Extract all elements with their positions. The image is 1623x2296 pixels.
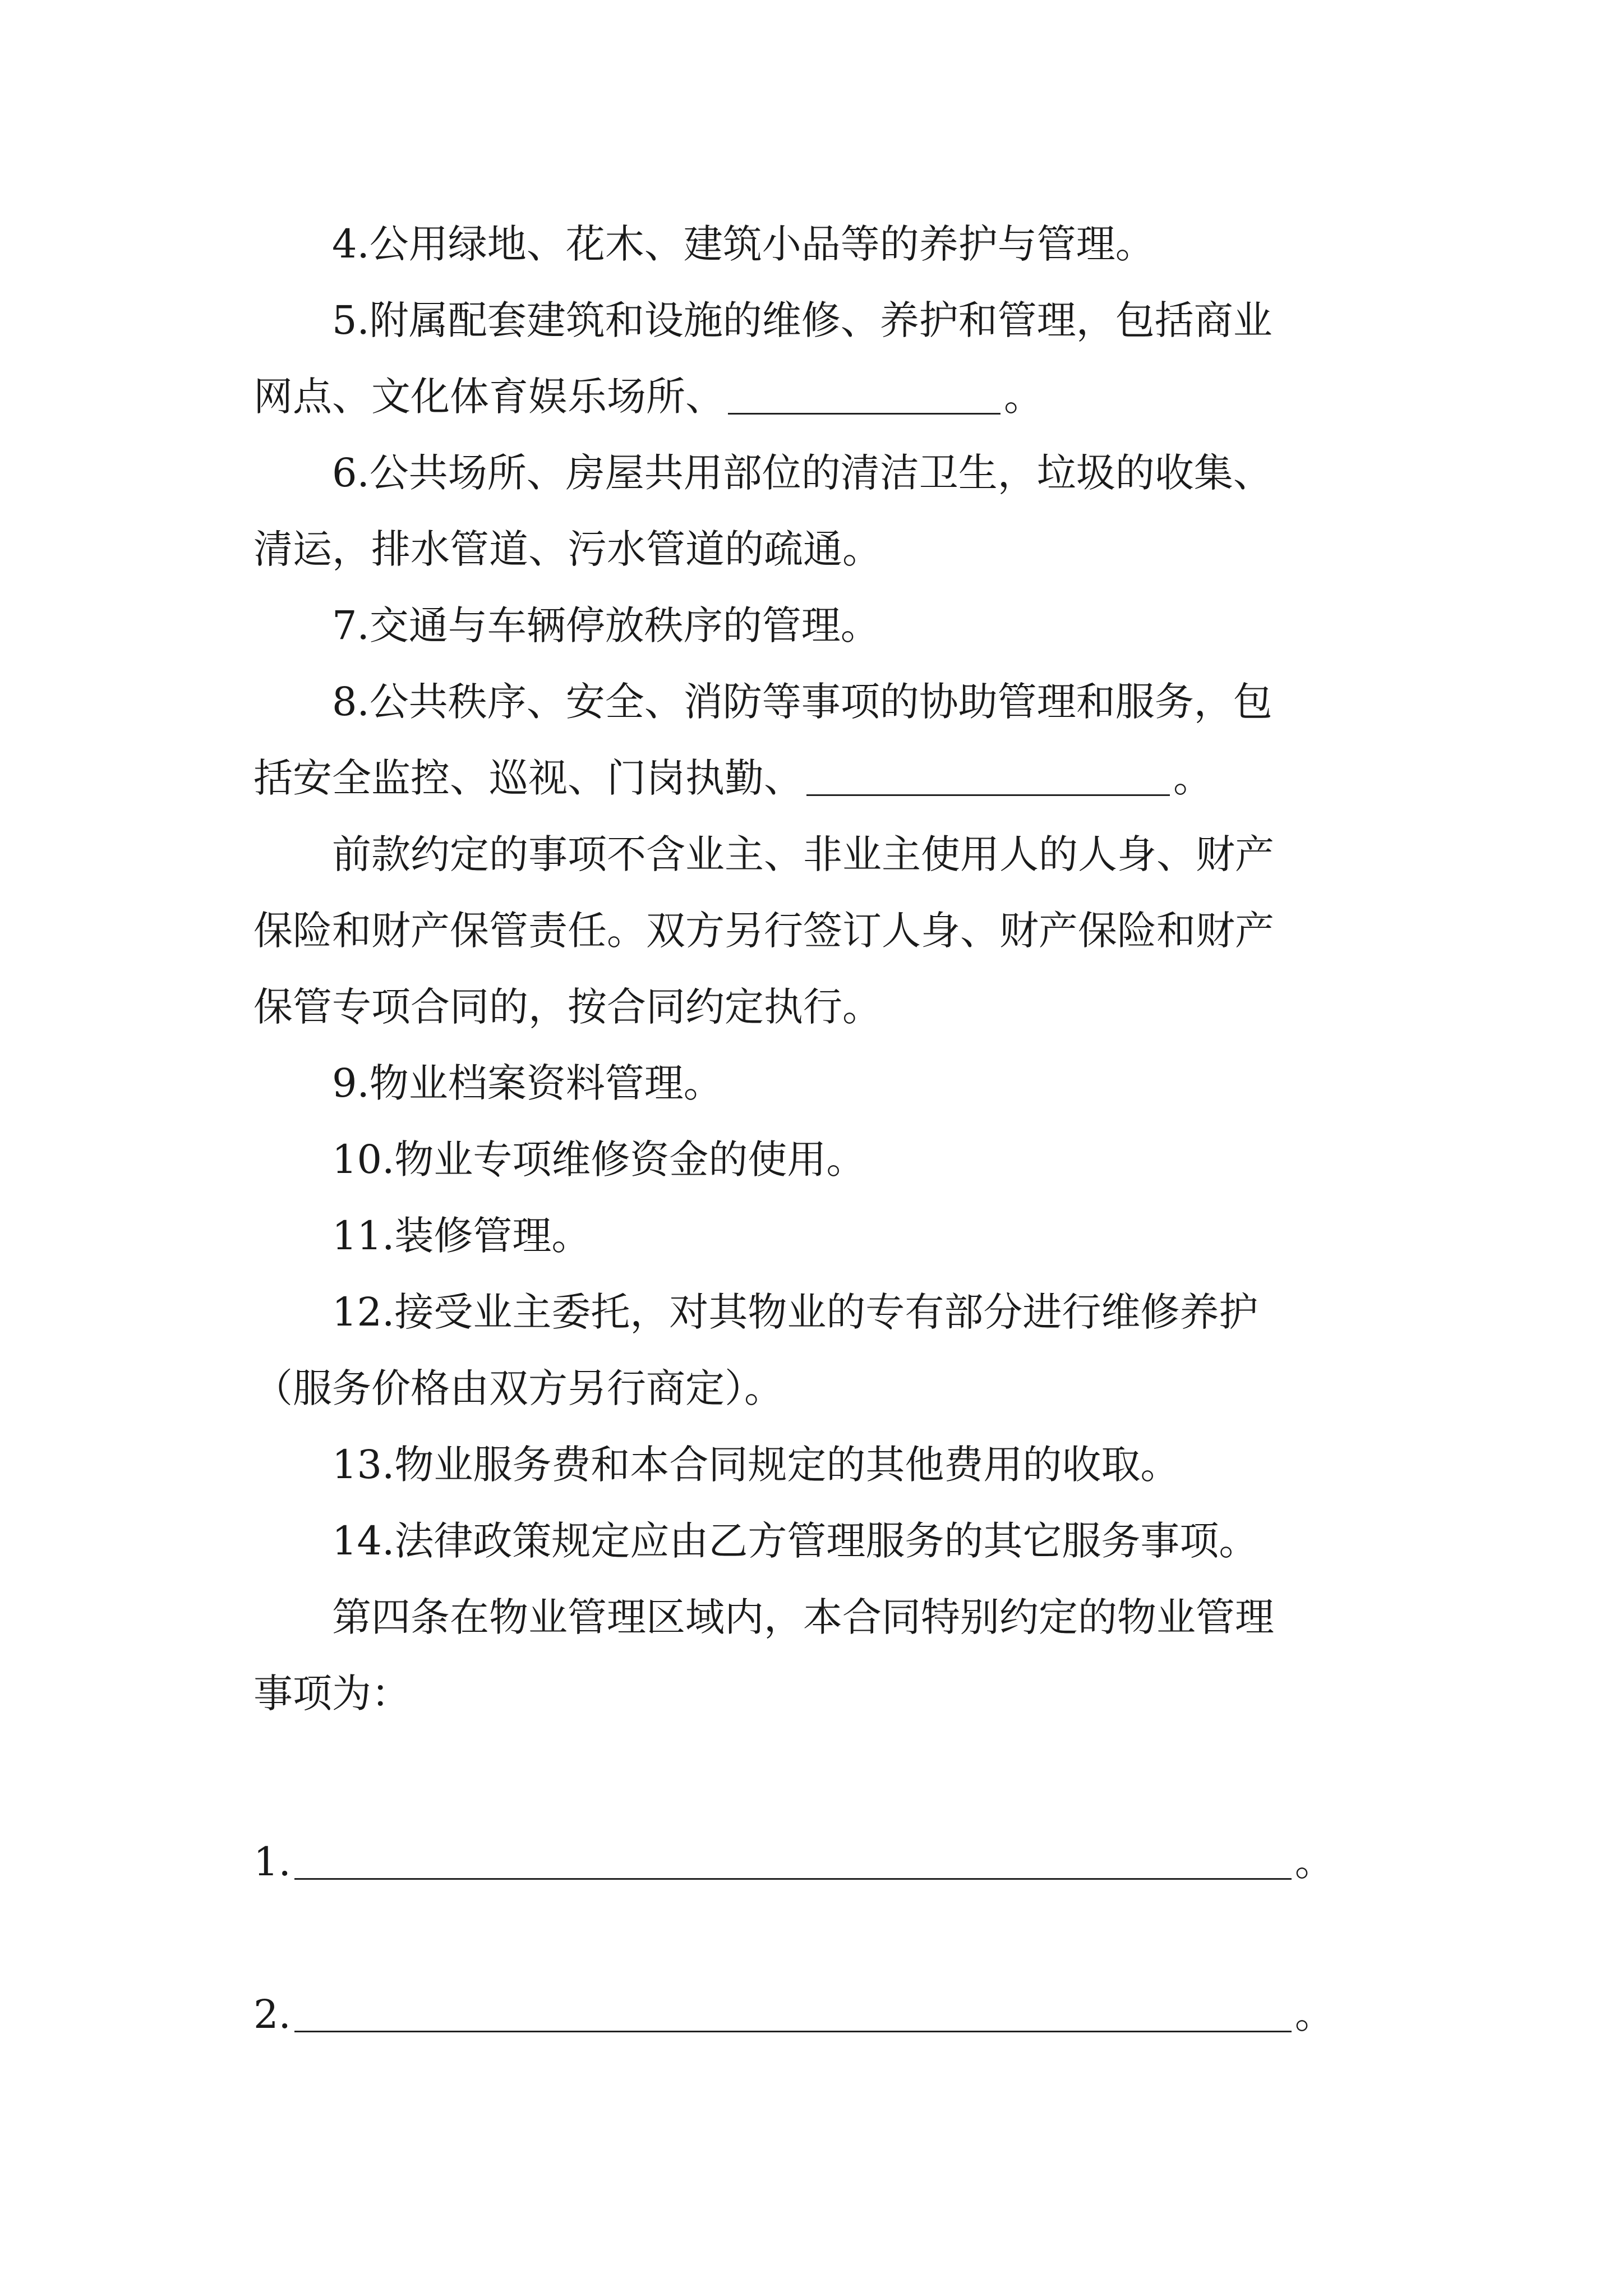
item-4 — [332, 219, 1155, 269]
item-9 — [332, 1058, 723, 1108]
blank-item-2 — [253, 1989, 1334, 2040]
item-14 — [332, 1516, 1258, 1566]
fill-in-blank — [294, 1843, 1292, 1880]
item-8-line-2 — [253, 753, 1212, 803]
blank-item-2-label: 2. — [253, 1991, 291, 2037]
item-8-text-2: 括安全监控、巡视、门岗执勤、 — [253, 755, 803, 801]
item-14-text: 14.法律政策规定应由乙方管理服务的其它服务事项。 — [332, 1518, 1258, 1564]
item-7 — [332, 600, 880, 651]
note-line-1 — [332, 829, 1274, 880]
item-13 — [332, 1439, 1179, 1490]
item-7-text: 7.交通与车辆停放秩序的管理。 — [332, 602, 880, 648]
blank-item-1-label: 1. — [253, 1839, 291, 1885]
note-text-3: 保管专项合同的，按合同约定执行。 — [253, 984, 882, 1030]
fill-in-blank — [728, 378, 1000, 415]
note-text-1: 前款约定的事项不含业主、非业主使用人的人身、财产 — [332, 831, 1274, 877]
item-12-text-1: 12.接受业主委托，对其物业的专有部分进行维修养护 — [332, 1289, 1258, 1335]
item-6-text-1: 6.公共场所、房屋共用部位的清洁卫生，垃圾的收集、 — [332, 450, 1272, 496]
article-4-line-2 — [253, 1668, 411, 1719]
blank-item-2-end: 。 — [1294, 1991, 1334, 2037]
item-5-text-1: 5.附属配套建筑和设施的维修、养护和管理，包括商业 — [332, 297, 1272, 343]
item-9-text: 9.物业档案资料管理。 — [332, 1060, 723, 1106]
note-text-2: 保险和财产保管责任。双方另行签订人身、财产保险和财产 — [253, 908, 1274, 954]
item-8-end: 。 — [1173, 755, 1212, 801]
item-6-line-2 — [253, 524, 882, 574]
fill-in-blank — [806, 760, 1170, 796]
item-6-text-2: 清运，排水管道、污水管道的疏通。 — [253, 526, 882, 572]
item-12-line-2 — [253, 1363, 783, 1414]
item-11-text: 11.装修管理。 — [332, 1213, 591, 1259]
item-10-text: 10.物业专项维修资金的使用。 — [332, 1137, 866, 1182]
item-5-text-2: 网点、文化体育娱乐场所、 — [253, 374, 725, 420]
item-12-line-1 — [332, 1287, 1258, 1337]
blank-item-1-end: 。 — [1294, 1839, 1334, 1885]
item-8-text-1: 8.公共秩序、安全、消防等事项的协助管理和服务，包 — [332, 679, 1272, 725]
item-8-line-1 — [332, 677, 1272, 727]
item-13-text: 13.物业服务费和本合同规定的其他费用的收取。 — [332, 1442, 1180, 1488]
blank-item-1 — [253, 1837, 1334, 1887]
item-5-line-1 — [332, 295, 1272, 346]
item-5-line-2 — [253, 371, 1043, 422]
fill-in-blank — [294, 1996, 1292, 2032]
article-4-text-1: 第四条在物业管理区域内，本合同特别约定的物业管理 — [332, 1594, 1274, 1640]
item-5-end: 。 — [1004, 374, 1043, 420]
article-4-line-1 — [332, 1592, 1274, 1642]
item-4-text: 4.公用绿地、花木、建筑小品等的养护与管理。 — [332, 221, 1155, 267]
item-12-text-2: （服务价格由双方另行商定）。 — [253, 1365, 783, 1411]
item-11 — [332, 1211, 591, 1261]
item-10 — [332, 1134, 865, 1185]
article-4-text-2: 事项为： — [253, 1671, 411, 1717]
note-line-3 — [253, 982, 882, 1032]
note-line-2 — [253, 905, 1274, 956]
item-6-line-1 — [332, 448, 1272, 498]
